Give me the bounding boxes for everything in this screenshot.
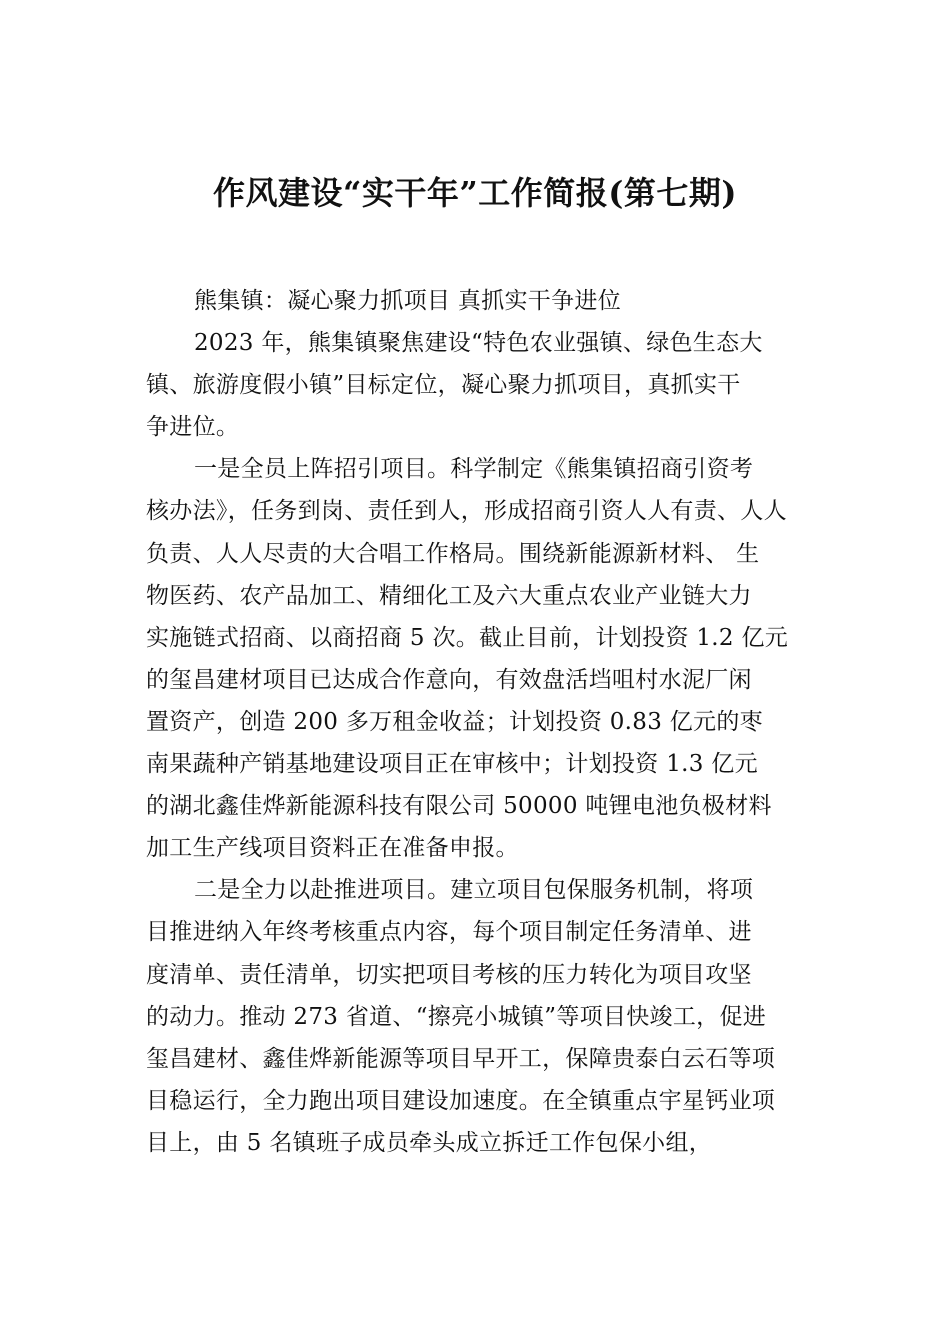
body-line: 置资产，创造 200 多万租金收益；计划投资 0.83 亿元的枣 <box>146 708 763 735</box>
body-line: 目推进纳入年终考核重点内容，每个项目制定任务清单、进 <box>146 919 752 946</box>
body-line: 熊集镇：凝心聚力抓项目 真抓实干争进位 <box>194 288 622 314</box>
body-line: 南果蔬种产销基地建设项目正在审核中；计划投资 1.3 亿元 <box>146 751 758 778</box>
body-line: 的湖北鑫佳烨新能源科技有限公司 50000 吨锂电池负极材料 <box>146 793 772 820</box>
body-line: 二是全力以赴推进项目。建立项目包保服务机制，将项 <box>194 877 754 904</box>
body-line: 2023 年，熊集镇聚焦建设“特色农业强镇、绿色生态大 <box>194 330 763 357</box>
body-line: 的玺昌建材项目已达成合作意向，有效盘活垱咀村水泥厂闲 <box>146 666 752 693</box>
body-line: 实施链式招商、以商招商 5 次。截止目前，计划投资 1.2 亿元 <box>146 624 789 651</box>
body-line: 物医药、农产品加工、精细化工及六大重点农业产业链大力 <box>146 582 752 609</box>
body-line: 一是全员上阵招引项目。科学制定《熊集镇招商引资考 <box>194 456 754 483</box>
document-title: 作风建设“实干年”工作简报(第七期) <box>212 174 738 212</box>
body-line: 负责、人人尽责的大合唱工作格局。围绕新能源新材料、 生 <box>146 540 760 567</box>
body-line: 加工生产线项目资料正在准备申报。 <box>146 835 519 862</box>
body-line: 目稳运行，全力跑出项目建设加速度。在全镇重点宇星钙业项 <box>146 1087 776 1114</box>
document-body <box>146 280 818 1164</box>
body-line: 玺昌建材、鑫佳烨新能源等项目早开工，保障贵泰白云石等项 <box>146 1045 776 1072</box>
body-line: 度清单、责任清单，切实把项目考核的压力转化为项目攻坚 <box>146 961 752 988</box>
body-line: 核办法》，任务到岗、责任到人，形成招商引资人人有责、人人 <box>146 498 787 525</box>
body-line: 的动力。推动 273 省道、“擦亮小城镇”等项目快竣工，促进 <box>146 1003 767 1030</box>
body-line: 镇、旅游度假小镇”目标定位，凝心聚力抓项目，真抓实干 <box>146 372 741 399</box>
body-line: 目上，由 5 名镇班子成员牵头成立拆迁工作包保小组， <box>146 1129 713 1156</box>
body-line: 争进位。 <box>146 414 240 441</box>
